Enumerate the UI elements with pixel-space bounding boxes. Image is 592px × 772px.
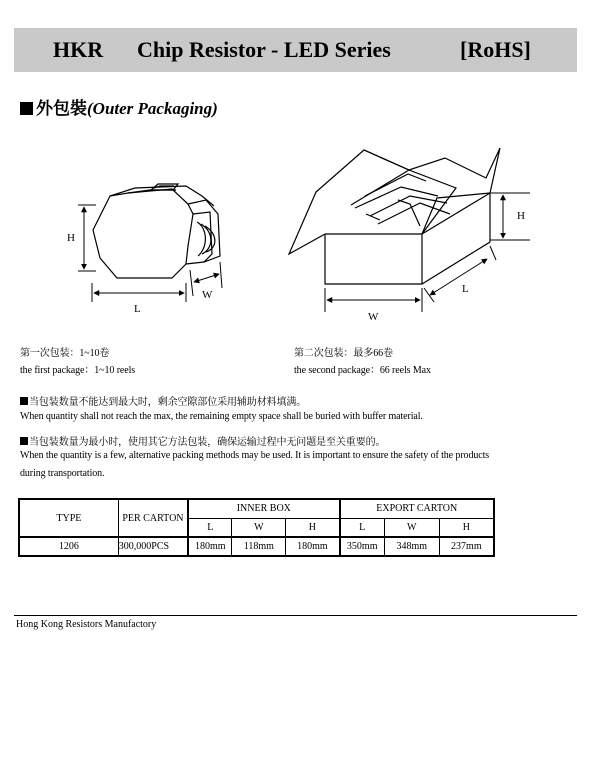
first-package-en: the first package：1~10 reels bbox=[20, 365, 136, 376]
footer-divider bbox=[14, 615, 577, 616]
note2-en-line1: When the quantity is a few, alternative packing methods may be used. It is important to ensure the safety of the products bbox=[20, 450, 490, 461]
header-inner-h: H bbox=[286, 518, 340, 537]
first-package-cn: 第一次包装：1~10卷 bbox=[20, 348, 110, 359]
square-bullet-icon bbox=[20, 397, 28, 405]
header-inner-box: INNER BOX bbox=[188, 499, 339, 518]
cell-export-h: 237mm bbox=[439, 537, 494, 556]
header-title: Chip Resistor - LED Series bbox=[137, 37, 391, 62]
cell-inner-h: 180mm bbox=[286, 537, 340, 556]
cell-inner-l: 180mm bbox=[188, 537, 232, 556]
cell-type: 1206 bbox=[19, 537, 118, 556]
second-package-en: the second package：66 reels Max bbox=[294, 365, 431, 376]
section-title-cn: 外包裝 bbox=[36, 99, 87, 118]
header-per-carton: PER CARTON bbox=[118, 499, 188, 537]
carton-w-label: W bbox=[368, 311, 379, 323]
inner-box-h-label: H bbox=[67, 232, 75, 244]
cell-export-l: 350mm bbox=[340, 537, 385, 556]
header-export-carton: EXPORT CARTON bbox=[340, 499, 494, 518]
note1-cn: 当包装数量不能达到最大时，剩余空隙部位采用辅助材料填满。 bbox=[20, 393, 306, 408]
header-inner-w: W bbox=[232, 518, 286, 537]
square-bullet-icon bbox=[20, 437, 28, 445]
note2-en-line2: during transportation. bbox=[20, 468, 105, 479]
cell-inner-w: 118mm bbox=[232, 537, 286, 556]
header-rohs: [RoHS] bbox=[460, 37, 531, 62]
header-export-h: H bbox=[439, 518, 494, 537]
carton-l-label: L bbox=[462, 283, 469, 295]
carton-h-label: H bbox=[517, 210, 525, 222]
inner-box-l-label: L bbox=[134, 303, 141, 315]
header-type: TYPE bbox=[19, 499, 118, 537]
table-row bbox=[19, 537, 494, 556]
second-package-cn: 第二次包装：最多66卷 bbox=[294, 348, 393, 359]
header-export-l: L bbox=[340, 518, 385, 537]
cell-export-w: 348mm bbox=[384, 537, 439, 556]
page-header bbox=[14, 28, 577, 72]
section-title-en: (Outer Packaging) bbox=[87, 99, 218, 118]
header-inner-l: L bbox=[188, 518, 232, 537]
header-export-w: W bbox=[384, 518, 439, 537]
header-code: HKR bbox=[53, 37, 104, 62]
inner-box-w-label: W bbox=[202, 289, 213, 301]
packaging-table bbox=[18, 498, 495, 557]
note2-cn: 当包装数量为最小时，使用其它方法包装，确保运输过程中无问题是至关重要的。 bbox=[20, 433, 385, 448]
section-title bbox=[20, 94, 218, 119]
footer-company: Hong Kong Resistors Manufactory bbox=[16, 619, 157, 630]
square-bullet-icon bbox=[20, 102, 33, 115]
cell-per-carton: 300,000PCS bbox=[118, 537, 188, 556]
note1-en: When quantity shall not reach the max, the remaining empty space shall be buried with buffer material. bbox=[20, 411, 423, 422]
